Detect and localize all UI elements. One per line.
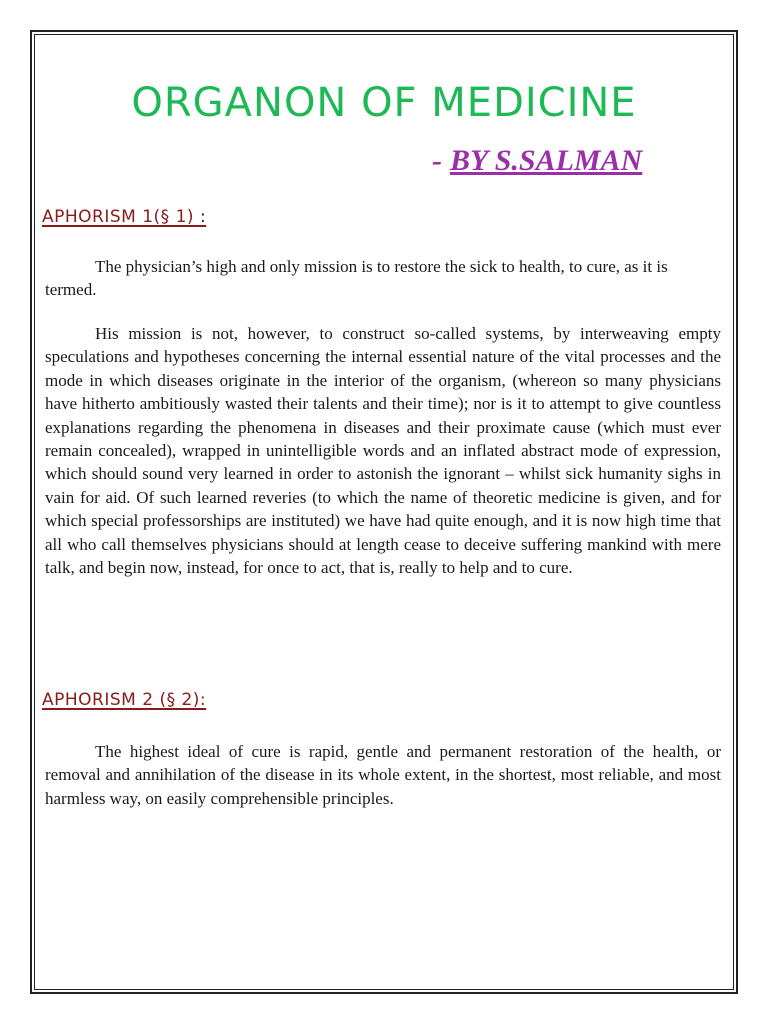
paragraph-aphorism-2: The highest ideal of cure is rapid, gentle and permanent restoration of the health, or removal and annihilation of the disease in its whole extent, in the shortest, most reliable, and most harmless way, on easily comprehensible principles.	[45, 742, 721, 808]
byline-dash: -	[432, 144, 442, 177]
heading-text: APHORISM 1(§ 1)	[42, 207, 195, 227]
author-byline	[432, 144, 642, 178]
author-name: BY S.SALMAN	[450, 144, 643, 177]
heading-text: APHORISM 2 (§ 2):	[42, 690, 207, 710]
document-title: ORGANON OF MEDICINE	[131, 80, 637, 126]
heading-suffix: :	[194, 207, 207, 227]
section-heading-aphorism-2	[42, 690, 206, 710]
paragraph-aphorism-1-a: The physician’s high and only mission is to restore the sick to health, to cure, as it is termed.	[45, 257, 668, 300]
section-heading-aphorism-1	[42, 207, 206, 227]
paragraph-aphorism-1-b: His mission is not, however, to construct so-called systems, by interweaving empty speculations and hypotheses concerning the internal essential nature of the vital processes and the mode in which diseases originate in the interior of the organism, (whereon so many physicians have hitherto ambitiously wasted their talents and their time); nor is it to attempt to give countless explanations regarding the phenomena in diseases and their proximate cause (which must ever remain concealed), wrapped in unintelligible words and an inflated abstract mode of expression, which should sound very learned in order to astonish the ignorant – whilst sick humanity sighs in vain for aid. Of such learned reveries (to which the name of theoretic medicine is given, and for which special professorships are instituted) we have had quite enough, and it is now high time that all who call themselves physicians should at length cease to deceive suffering mankind with mere talk, and begin now, instead, for once to act, that is, really to help and to cure.	[45, 324, 721, 578]
